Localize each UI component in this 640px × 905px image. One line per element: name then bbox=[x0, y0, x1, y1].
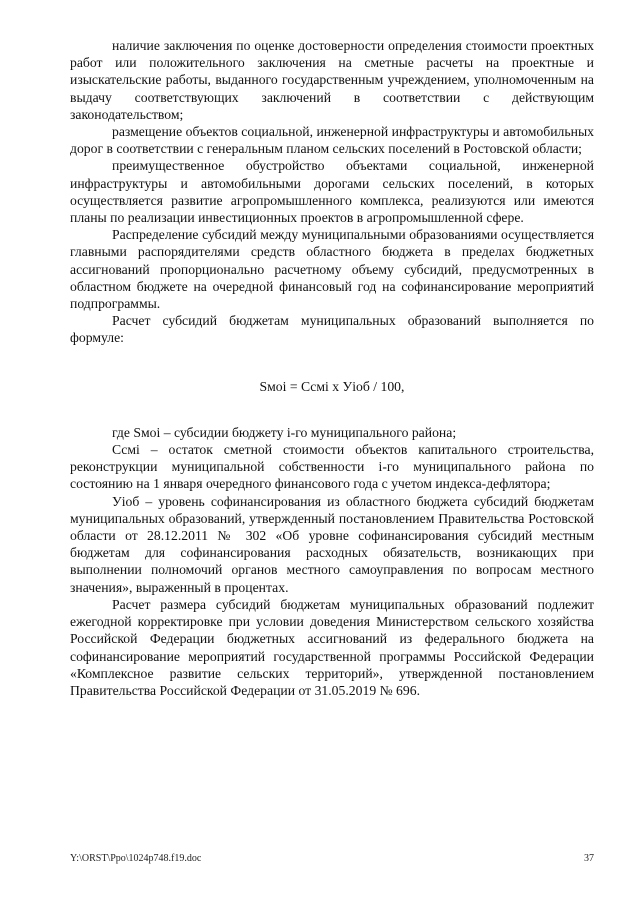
paragraph-infrastructure-placement: размещение объектов социальной, инженерной инфраструктуры и автомобильных дорог в соответствии с генеральным планом сельских поселений в Ростовской области; bbox=[70, 124, 594, 157]
paragraph-formula-intro: Расчет субсидий бюджетам муниципальных образований выполняется по формуле: bbox=[70, 313, 594, 346]
footer-page-number: 37 bbox=[584, 853, 594, 864]
definition-uiob: Уioб – уровень софинансирования из областного бюджета субсидий бюджетам муниципальных образований, утвержденный постановлением Правительства Ростовской области от 28.12.2011 № 302 «Об уровне софинансирования субсидий местным бюджетам для софинансирования расходных обязательств, возникающих при выполнении полномочий органов местного самоуправления по вопросам местного значения», выраженный в процентах. bbox=[70, 493, 594, 595]
definition-ssmi: Ссмi – остаток сметной стоимости объектов капитального строительства, реконструкции муниципальной собственности i-го муниципального района по состоянию на 1 января очередного финансового года с учетом индекса-дефлятора; bbox=[70, 442, 594, 492]
footer-file-path: Y:\ORST\Ppo\1024p748.f19.doc bbox=[70, 853, 202, 864]
subsidy-formula: Sмоi = Ссмi х Уioб / 100, bbox=[259, 378, 405, 394]
paragraph-conclusion-requirement: наличие заключения по оценке достоверности определения стоимости проектных работ или положительного заключения на сметные расчеты на проектные и изыскательские работы, выданного государственным учреждением, уполномоченным на выдачу соответствующих заключений в соответствии с действующим законодательством; bbox=[70, 38, 594, 122]
definition-smoi: где Sмоi – субсидии бюджету i-го муниципального района; bbox=[112, 424, 457, 440]
paragraph-subsidy-distribution: Распределение субсидий между муниципальными образованиями осуществляется главными распорядителями средств областного бюджета в пределах бюджетных ассигнований пропорционально расчетному объему субсидий, предусмотренных в областном бюджете на очередной финансовый год на софинансирование мероприятий подпрограммы. bbox=[70, 227, 594, 312]
document-body bbox=[70, 37, 594, 699]
paragraph-priority-development: преимущественное обустройство объектами социальной, инженерной инфраструктуры и автомобильными дорогами сельских поселений, в которых осуществляется развитие агропромышленного комплекса, реализуются или имеются планы по реализации инвестиционных проектов в агропромышленной сфере. bbox=[70, 158, 594, 226]
page-footer bbox=[70, 853, 594, 864]
paragraph-annual-adjustment: Расчет размера субсидий бюджетам муниципальных образований подлежит ежегодной корректировке при условии доведения Министерством сельского хозяйства Российской Федерации бюджетных ассигнований из федерального бюджета на софинансирование мероприятий государственной программы Российской Федерации «Комплексное развитие сельских территорий», утвержденной постановлением Правительства Российской Федерации от 31.05.2019 № 696. bbox=[70, 596, 594, 698]
